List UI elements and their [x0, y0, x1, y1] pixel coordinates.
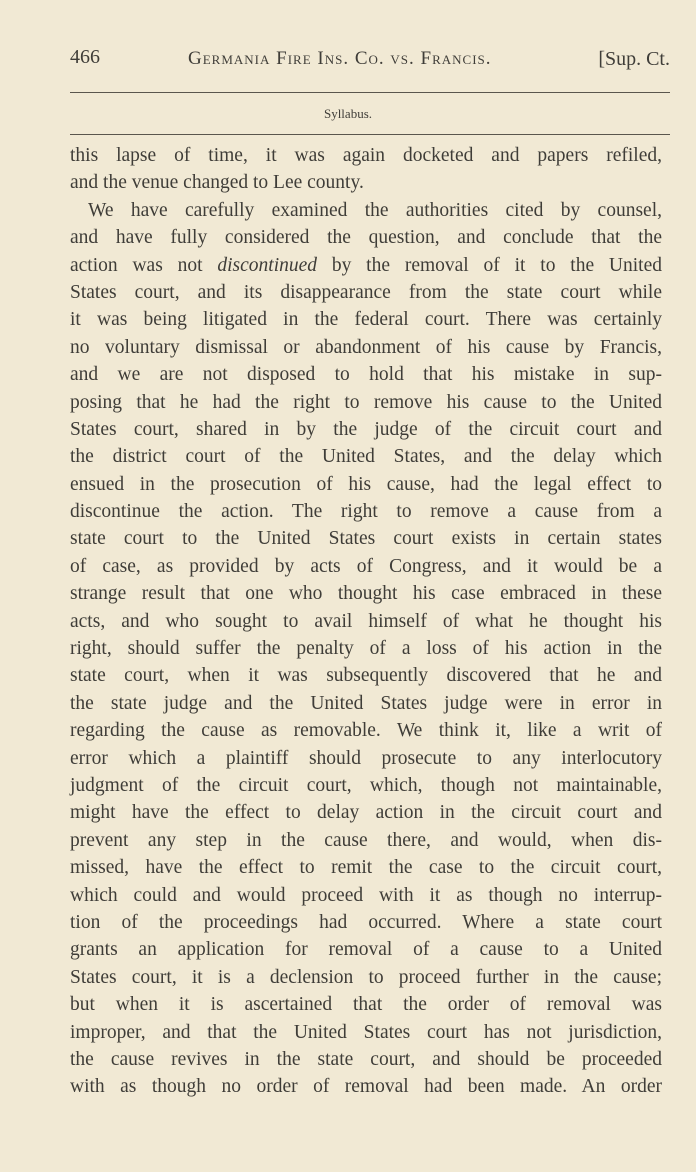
- text-line: regarding the cause as removable. We think it, like a writ of: [70, 720, 662, 742]
- text-line: with as though no order of removal had been made. An order: [70, 1076, 662, 1098]
- text-line: States court, it is a declension to proceed further in the cause;: [70, 966, 662, 988]
- text-line: of case, as provided by acts of Congress, and it would be a: [70, 555, 662, 577]
- page-number: 466: [70, 46, 100, 68]
- section-label: Syllabus.: [323, 106, 373, 121]
- court-label: [Sup. Ct.: [598, 48, 670, 70]
- text-line: tion of the proceedings had occurred. Where a state court: [70, 911, 662, 933]
- text-line: improper, and that the United States court has not jurisdiction,: [70, 1021, 662, 1043]
- text-line: might have the effect to delay action in the circuit court and: [70, 802, 662, 824]
- text-line: no voluntary dismissal or abandonment of his cause by Francis,: [70, 336, 662, 358]
- text-line: the cause revives in the state court, and should be proceeded: [70, 1048, 662, 1070]
- text-line: state court to the United States court exists in certain states: [70, 528, 662, 550]
- section-rule: [70, 134, 670, 135]
- text-line: error which a plaintiff should prosecute to any interlocutory: [70, 747, 662, 769]
- text-line: States court, and its disappearance from the state court while: [70, 281, 662, 303]
- text-line: action was not discontinued by the removal of it to the United: [70, 254, 662, 276]
- text-line: We have carefully examined the authorities cited by counsel,: [88, 199, 662, 221]
- header-rule: [70, 92, 670, 93]
- text-line: and have fully considered the question, and conclude that the: [70, 227, 662, 249]
- body-text: [70, 142, 662, 1101]
- text-line: discontinue the action. The right to remove a cause from a: [70, 501, 662, 523]
- text-line: state court, when it was subsequently discovered that he and: [70, 665, 662, 687]
- text-line: grants an application for removal of a cause to a United: [70, 939, 662, 961]
- text-line: but when it is ascertained that the order of removal was: [70, 994, 662, 1016]
- text-line: which could and would proceed with it as though no interrup-: [70, 884, 662, 906]
- running-title: Germania Fire Ins. Co. vs. Francis.: [188, 48, 492, 69]
- text-line: right, should suffer the penalty of a loss of his action in the: [70, 638, 662, 660]
- running-header: [70, 46, 670, 76]
- text-line: strange result that one who thought his case embraced in these: [70, 583, 662, 605]
- text-line: it was being litigated in the federal court. There was certainly: [70, 309, 662, 331]
- text-line: the district court of the United States, and the delay which: [70, 446, 662, 468]
- text-line: States court, shared in by the judge of the circuit court and: [70, 418, 662, 440]
- text-line: judgment of the circuit court, which, though not maintainable,: [70, 774, 662, 796]
- text-line: acts, and who sought to avail himself of what he thought his: [70, 610, 662, 632]
- text-line: ensued in the prosecution of his cause, had the legal effect to: [70, 473, 662, 495]
- text-line: and we are not disposed to hold that his mistake in sup-: [70, 364, 662, 386]
- text-line: missed, have the effect to remit the case to the circuit court,: [70, 857, 662, 879]
- text-line: this lapse of time, it was again docketed and papers refiled,: [70, 145, 662, 166]
- text-line: posing that he had the right to remove his cause to the United: [70, 391, 662, 413]
- text-line: and the venue changed to Lee county.: [70, 172, 364, 194]
- text-line: prevent any step in the cause there, and would, when dis-: [70, 829, 662, 851]
- text-line: the state judge and the United States judge were in error in: [70, 692, 662, 714]
